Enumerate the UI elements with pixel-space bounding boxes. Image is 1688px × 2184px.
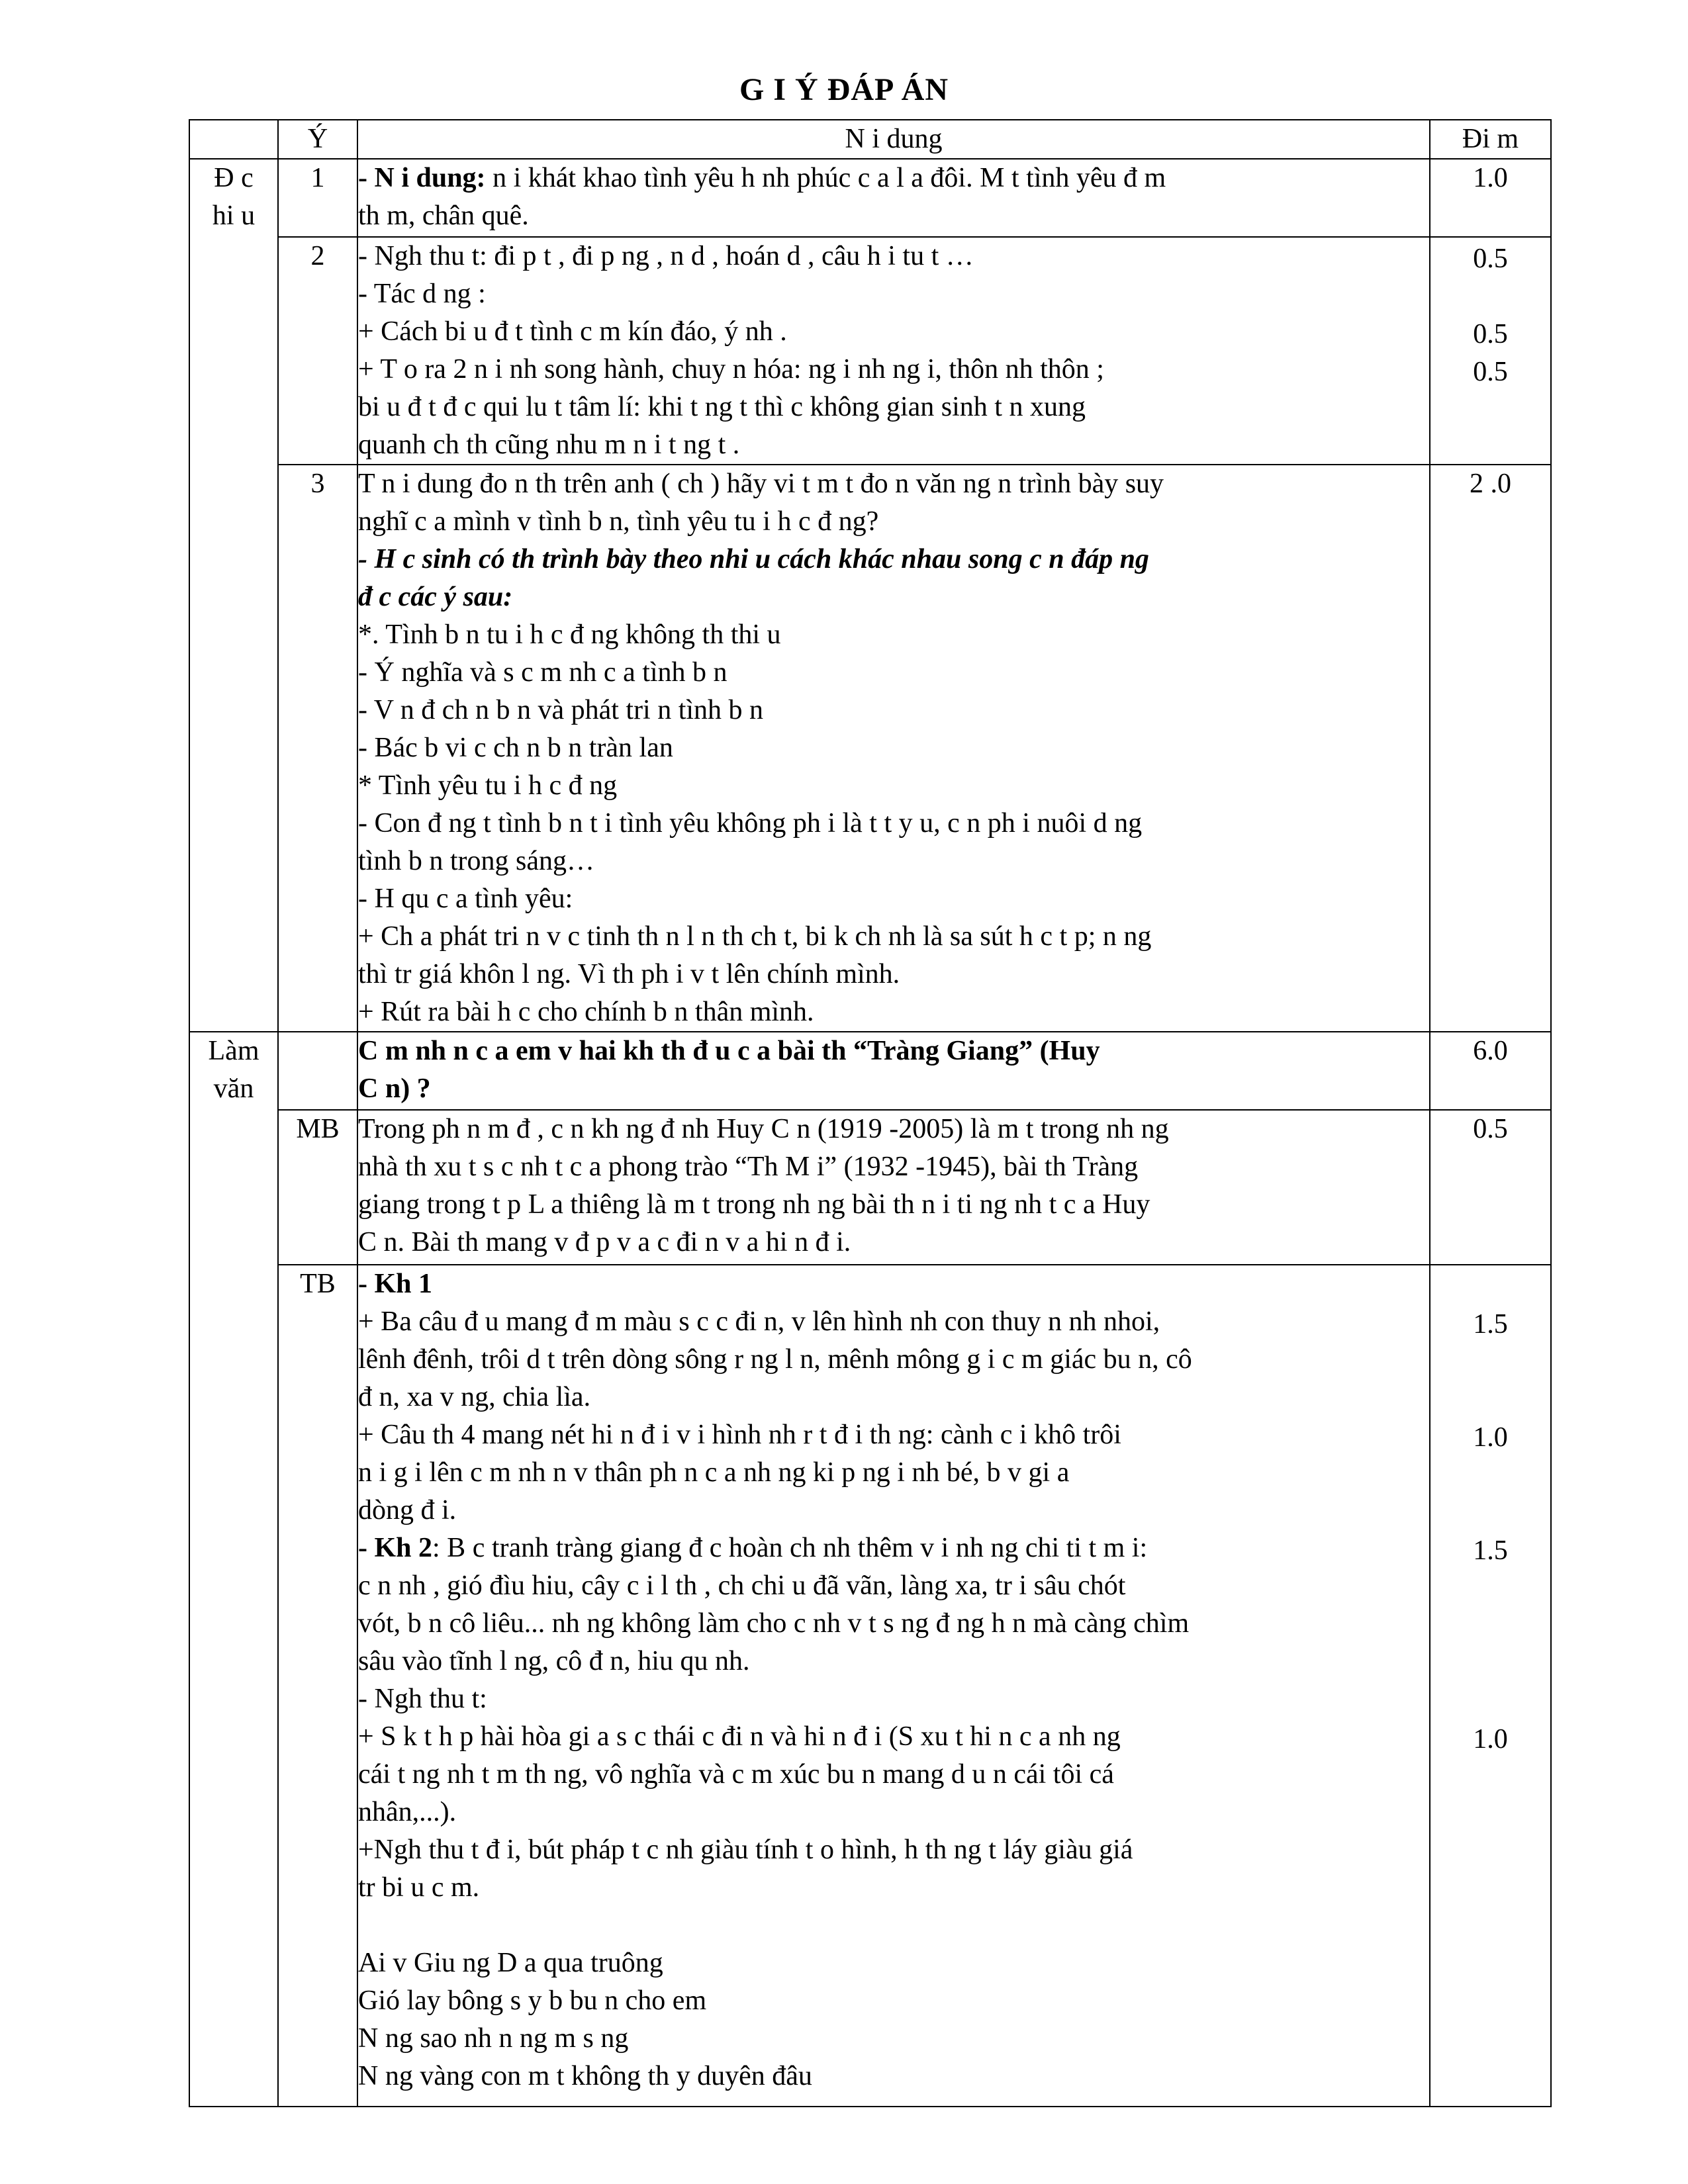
header-content: N i dung (357, 120, 1430, 159)
item-score: 1.5 1.0 1.5 1.0 (1430, 1265, 1551, 2107)
item-content: - Ngh thu t: đi p t , đi p ng , n d , hoán d , câu h i tu t … - Tác d ng : + Cách bi u đ t tình c m kín đáo, ý nh . + T o ra 2 n i nh song hành, chuy n hóa: ng i nh ng i, thôn nh thôn ; bi u đ t đ c qui lu t tâm lí: khi t ng t thì c không gian sinh t n xung quanh ch th cũng nhu m n i t ng t . (357, 237, 1430, 465)
header-item: Ý (278, 120, 357, 159)
section-doc-hieu: Đ c hi u (189, 159, 278, 1032)
poem-line: N ng vàng con m t không th y duyên đâu (358, 2061, 812, 2091)
item-number (278, 1032, 357, 1110)
header-section (189, 120, 278, 159)
item-score: 1.0 (1430, 159, 1551, 237)
table-row (189, 1032, 1551, 1110)
item-score: 0.5 (1430, 1110, 1551, 1265)
table-row (189, 159, 1551, 237)
header-row (189, 120, 1551, 159)
item-number: 3 (278, 465, 357, 1032)
item-score: 2 .0 (1430, 465, 1551, 1032)
poem-line: Gió lay bông s y b bu n cho em (358, 1985, 707, 2016)
item-content: Trong ph n m đ , c n kh ng đ nh Huy C n (1919 -2005) là m t trong nh ng nhà th xu t s c nh t c a phong trào “Th M i” (1932 -1945), bài th Tràng giang trong t p L a thiêng là m t trong nh ng bài th n i ti ng nh t c a Huy C n. Bài th mang v đ p v a c đi n v a hi n đ i. (357, 1110, 1430, 1265)
item-number: 1 (278, 159, 357, 237)
poem-line: Ai v Giu ng D a qua truông (358, 1948, 663, 1978)
item-score: 0.5 0.5 0.5 (1430, 237, 1551, 465)
table-row (189, 1265, 1551, 2107)
page-title: G I Ý ĐÁP ÁN (739, 72, 949, 107)
item-content: - Kh 1 + Ba câu đ u mang đ m màu s c c đi n, v lên hình nh con thuy n nh nhoi, lênh đênh, trôi d t trên dòng sông r ng l n, mênh mông g i c m giác bu n, cô đ n, xa v ng, chia lìa. + Câu th 4 mang nét hi n đ i v i hình nh r t đ i th ng: cành c i khô trôi n i g i lên c m nh n v thân ph n c a nh ng ki p ng i nh bé, b v gi a dòng đ i. - Kh 2: B c tranh tràng giang đ c hoàn ch nh thêm v i nh ng chi ti t m i: c n nh , gió đìu hiu, cây c i l th , ch chi u đã vãn, làng xa, tr i sâu chót vót, b n cô liêu... nh ng không làm cho c nh v t s ng đ ng h n mà càng chìm sâu vào tĩnh l ng, cô đ n, hiu qu nh. - Ngh thu t: + S k t h p hài hòa gi a s c thái c đi n và hi n đ i (S xu t hi n c a nh ng cái t ng nh t m th ng, vô nghĩa và c m xúc bu n mang d u n cái tôi cá nhân,...). +Ngh thu t đ i, bút pháp t c nh giàu tính t o hình, h th ng t láy giàu giá tr bi u c m. Ai v Giu ng D a qua truông Gió lay bông s y b bu n cho em N ng sao nh n ng m s ng N ng vàng con m t không th y duyên đâu (357, 1265, 1430, 2107)
item-content: - N i dung: n i khát khao tình yêu h nh phúc c a l a đôi. M t tình yêu đ m th m, chân quê. (357, 159, 1430, 237)
header-score: Đi m (1430, 120, 1551, 159)
table-row (189, 1110, 1551, 1265)
item-content: C m nh n c a em v hai kh th đ u c a bài th “Tràng Giang” (Huy C n) ? (357, 1032, 1430, 1110)
answer-table (189, 119, 1552, 2107)
item-number: MB (278, 1110, 357, 1265)
section-lam-van: Làm văn (189, 1032, 278, 2107)
item-number: TB (278, 1265, 357, 2107)
item-content: T n i dung đo n th trên anh ( ch ) hãy vi t m t đo n văn ng n trình bày suy nghĩ c a mình v tình b n, tình yêu tu i h c đ ng? - H c sinh có th trình bày theo nhi u cách khác nhau song c n đáp ng đ c các ý sau: *. Tình b n tu i h c đ ng không th thi u - Ý nghĩa và s c m nh c a tình b n - V n đ ch n b n và phát tri n tình b n - Bác b vi c ch n b n tràn lan * Tình yêu tu i h c đ ng - Con đ ng t tình b n t i tình yêu không ph i là t t y u, c n ph i nuôi d ng tình b n trong sáng… - H qu c a tình yêu: + Ch a phát tri n v c tinh th n l n th ch t, bi k ch nh là sa sút h c t p; n ng thì tr giá khôn l ng. Vì th ph i v t lên chính mình. + Rút ra bài h c cho chính b n thân mình. (357, 465, 1430, 1032)
item-number: 2 (278, 237, 357, 465)
table-row (189, 237, 1551, 465)
item-score: 6.0 (1430, 1032, 1551, 1110)
table-row (189, 465, 1551, 1032)
poem-line: N ng sao nh n ng m s ng (358, 2023, 629, 2054)
